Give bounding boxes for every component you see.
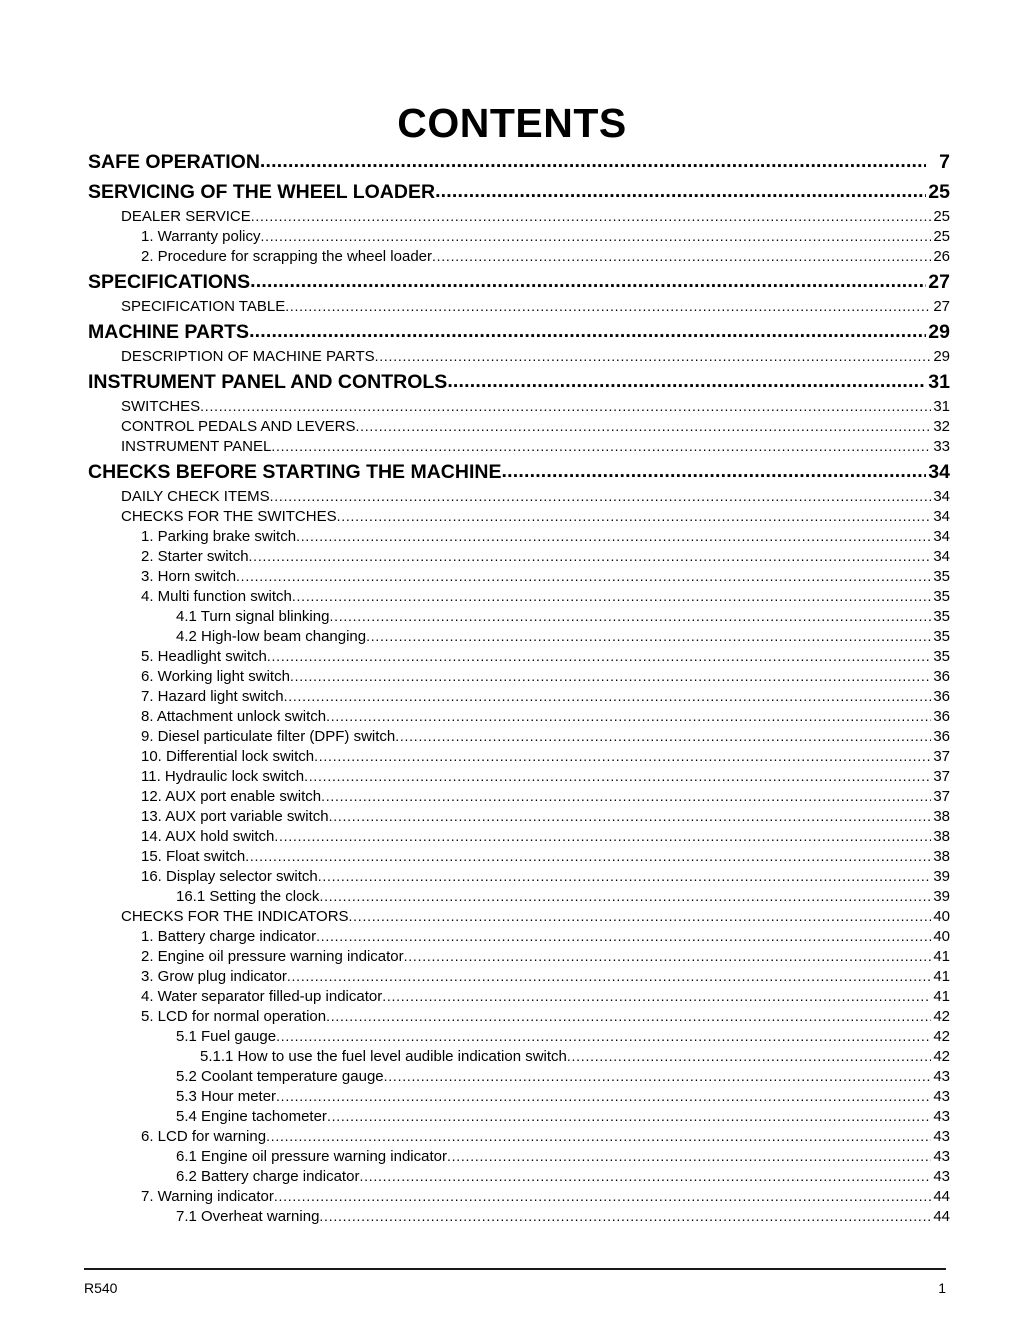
toc-dot-leader	[274, 829, 931, 844]
toc-entry-level-4[interactable]	[176, 1064, 950, 1084]
toc-entry-page-number: 42	[933, 1008, 950, 1024]
toc-entry-level-3[interactable]	[141, 224, 950, 244]
toc-entry-page-number: 27	[928, 271, 950, 293]
toc-entry-page-number: 34	[933, 548, 950, 564]
toc-entry-level-1[interactable]	[88, 364, 950, 394]
toc-dot-leader	[249, 549, 931, 564]
toc-dot-leader	[404, 949, 931, 964]
toc-entry-page-number: 38	[933, 848, 950, 864]
toc-dot-leader	[366, 629, 931, 644]
toc-entry-label: 16.1 Setting the clock	[176, 888, 320, 904]
toc-dot-leader	[296, 529, 931, 544]
toc-dot-leader	[319, 889, 931, 904]
toc-entry-page-number: 37	[933, 788, 950, 804]
toc-entry-label: 5.2 Coolant temperature gauge	[176, 1068, 384, 1084]
toc-entry-page-number: 43	[933, 1168, 950, 1184]
toc-entry-level-3[interactable]	[141, 564, 950, 584]
toc-entry-page-number: 44	[933, 1188, 950, 1204]
toc-entry-level-3[interactable]	[141, 684, 950, 704]
toc-dot-leader	[276, 1029, 931, 1044]
toc-dot-leader	[432, 249, 931, 264]
toc-entry-label: SWITCHES	[121, 398, 201, 414]
toc-entry-page-number: 34	[933, 488, 950, 504]
toc-entry-page-number: 40	[933, 908, 950, 924]
toc-dot-leader	[236, 569, 931, 584]
toc-entry-page-number: 29	[928, 321, 950, 343]
toc-dot-leader	[316, 929, 931, 944]
toc-entry-label: INSTRUMENT PANEL AND CONTROLS	[88, 371, 448, 393]
toc-entry-level-1[interactable]	[88, 144, 950, 174]
toc-entry-page-number: 25	[933, 228, 950, 244]
toc-entry-label: 3. Horn switch	[141, 568, 237, 584]
toc-entry-page-number: 36	[933, 668, 950, 684]
toc-entry-level-4[interactable]	[176, 1204, 950, 1224]
toc-entry-level-2[interactable]	[121, 504, 950, 524]
toc-entry-level-3[interactable]	[141, 844, 950, 864]
toc-entry-label: 5.4 Engine tachometer	[176, 1108, 327, 1124]
toc-dot-leader	[250, 272, 926, 292]
toc-entry-label: SPECIFICATION TABLE	[121, 298, 286, 314]
toc-entry-label: 1. Parking brake switch	[141, 528, 297, 544]
toc-entry-label: 4. Multi function switch	[141, 588, 292, 604]
toc-dot-leader	[327, 1109, 931, 1124]
toc-entry-label: 6. LCD for warning	[141, 1128, 267, 1144]
toc-entry-page-number: 35	[933, 608, 950, 624]
toc-dot-leader	[382, 989, 931, 1004]
toc-entry-level-3[interactable]	[141, 1004, 950, 1024]
toc-entry-page-number: 34	[933, 508, 950, 524]
toc-dot-leader	[274, 1189, 931, 1204]
toc-entry-level-2[interactable]	[121, 434, 950, 454]
toc-entry-page-number: 43	[933, 1088, 950, 1104]
toc-entry-label: 7. Warning indicator	[141, 1188, 274, 1204]
toc-entry-level-4[interactable]	[176, 604, 950, 624]
toc-entry-label: 4.2 High-low beam changing	[176, 628, 367, 644]
toc-entry-page-number: 41	[933, 968, 950, 984]
toc-dot-leader	[356, 419, 931, 434]
toc-entry-page-number: 34	[933, 528, 950, 544]
toc-entry-page-number: 42	[933, 1028, 950, 1044]
toc-entry-label: 3. Grow plug indicator	[141, 968, 287, 984]
toc-entry-level-4[interactable]	[176, 1024, 950, 1044]
toc-entry-level-4[interactable]	[176, 1084, 950, 1104]
toc-entry-level-4[interactable]	[176, 624, 950, 644]
toc-entry-level-3[interactable]	[141, 544, 950, 564]
toc-entry-label: 6.2 Battery charge indicator	[176, 1168, 360, 1184]
toc-dot-leader	[326, 1009, 931, 1024]
toc-entry-label: 7. Hazard light switch	[141, 688, 284, 704]
toc-entry-level-3[interactable]	[141, 864, 950, 884]
toc-entry-label: 11. Hydraulic lock switch	[141, 768, 305, 784]
toc-entry-level-5[interactable]	[200, 1044, 950, 1064]
toc-dot-leader	[249, 322, 926, 342]
toc-dot-leader	[260, 152, 926, 172]
toc-entry-page-number: 33	[933, 438, 950, 454]
toc-entry-label: MACHINE PARTS	[88, 321, 250, 343]
toc-entry-level-4[interactable]	[176, 1164, 950, 1184]
toc-entry-page-number: 35	[933, 628, 950, 644]
toc-entry-label: 10. Differential lock switch	[141, 748, 315, 764]
toc-entry-label: 9. Diesel particulate filter (DPF) switch	[141, 728, 396, 744]
toc-dot-leader	[304, 769, 931, 784]
toc-dot-leader	[245, 849, 931, 864]
toc-entry-label: 2. Starter switch	[141, 548, 249, 564]
toc-entry-label: SPECIFICATIONS	[88, 271, 251, 293]
toc-entry-label: 4. Water separator filled-up indicator	[141, 988, 383, 1004]
toc-dot-leader	[314, 749, 931, 764]
toc-entry-level-1[interactable]	[88, 454, 950, 484]
toc-entry-label: SAFE OPERATION	[88, 151, 260, 173]
toc-entry-page-number: 31	[933, 398, 950, 414]
toc-dot-leader	[292, 589, 931, 604]
toc-entry-label: 12. AUX port enable switch	[141, 788, 322, 804]
toc-entry-level-4[interactable]	[176, 1144, 950, 1164]
toc-dot-leader	[318, 869, 931, 884]
toc-entry-label: 8. Attachment unlock switch	[141, 708, 327, 724]
toc-entry-page-number: 34	[928, 461, 950, 483]
toc-dot-leader	[329, 809, 931, 824]
toc-entry-label: 2. Engine oil pressure warning indicator	[141, 948, 404, 964]
toc-entry-level-3[interactable]	[141, 1184, 950, 1204]
toc-dot-leader	[435, 182, 926, 202]
toc-dot-leader	[337, 509, 931, 524]
toc-entry-label: INSTRUMENT PANEL	[121, 438, 272, 454]
toc-entry-page-number: 37	[933, 768, 950, 784]
toc-dot-leader	[395, 729, 931, 744]
toc-entry-level-3[interactable]	[141, 824, 950, 844]
toc-entry-level-2[interactable]	[121, 414, 950, 434]
toc-dot-leader	[375, 349, 931, 364]
toc-entry-page-number: 35	[933, 588, 950, 604]
toc-entry-level-2[interactable]	[121, 394, 950, 414]
toc-entry-label: 5. Headlight switch	[141, 648, 267, 664]
toc-entry-level-3[interactable]	[141, 764, 950, 784]
toc-entry-level-3[interactable]	[141, 1124, 950, 1144]
toc-entry-page-number: 31	[928, 371, 950, 393]
toc-entry-level-3[interactable]	[141, 984, 950, 1004]
toc-entry-level-2[interactable]	[121, 904, 950, 924]
toc-entry-label: 5.3 Hour meter	[176, 1088, 277, 1104]
toc-entry-label: 5.1.1 How to use the fuel level audible indication switch	[200, 1048, 567, 1064]
toc-entry-page-number: 43	[933, 1068, 950, 1084]
toc-entry-level-3[interactable]	[141, 944, 950, 964]
toc-entry-level-3[interactable]	[141, 724, 950, 744]
toc-entry-page-number: 26	[933, 248, 950, 264]
toc-dot-leader	[251, 209, 931, 224]
toc-entry-page-number: 41	[933, 948, 950, 964]
toc-entry-level-4[interactable]	[176, 884, 950, 904]
toc-entry-label: CHECKS FOR THE INDICATORS	[121, 908, 349, 924]
toc-entry-level-3[interactable]	[141, 784, 950, 804]
toc-dot-leader	[285, 299, 931, 314]
toc-dot-leader	[271, 439, 931, 454]
toc-entry-level-3[interactable]	[141, 744, 950, 764]
toc-entry-level-3[interactable]	[141, 704, 950, 724]
toc-entry-page-number: 43	[933, 1128, 950, 1144]
toc-entry-level-3[interactable]	[141, 924, 950, 944]
toc-entry-page-number: 32	[933, 418, 950, 434]
toc-entry-level-2[interactable]	[121, 294, 950, 314]
toc-entry-page-number: 43	[933, 1148, 950, 1164]
toc-entry-page-number: 43	[933, 1108, 950, 1124]
toc-entry-page-number: 36	[933, 728, 950, 744]
table-of-contents	[88, 144, 950, 1224]
toc-entry-page-number: 42	[933, 1048, 950, 1064]
toc-dot-leader	[284, 689, 931, 704]
toc-dot-leader	[260, 229, 931, 244]
toc-entry-label: 4.1 Turn signal blinking	[176, 608, 330, 624]
toc-entry-label: 5. LCD for normal operation	[141, 1008, 327, 1024]
toc-entry-level-1[interactable]	[88, 314, 950, 344]
toc-dot-leader	[270, 489, 931, 504]
toc-entry-label: 16. Display selector switch	[141, 868, 318, 884]
toc-entry-label: DAILY CHECK ITEMS	[121, 488, 270, 504]
toc-dot-leader	[287, 969, 931, 984]
toc-dot-leader	[329, 609, 931, 624]
toc-entry-label: 15. Float switch	[141, 848, 246, 864]
toc-entry-label: 13. AUX port variable switch	[141, 808, 329, 824]
toc-dot-leader	[326, 709, 931, 724]
toc-entry-page-number: 41	[933, 988, 950, 1004]
toc-entry-label: CONTROL PEDALS AND LEVERS	[121, 418, 356, 434]
toc-entry-level-4[interactable]	[176, 1104, 950, 1124]
toc-entry-label: 7.1 Overheat warning	[176, 1208, 320, 1224]
toc-dot-leader	[384, 1069, 931, 1084]
toc-entry-level-3[interactable]	[141, 804, 950, 824]
toc-dot-leader	[447, 372, 926, 392]
toc-dot-leader	[501, 462, 926, 482]
toc-entry-level-3[interactable]	[141, 584, 950, 604]
toc-dot-leader	[200, 399, 931, 414]
toc-entry-level-3[interactable]	[141, 524, 950, 544]
toc-entry-label: 2. Procedure for scrapping the wheel loader	[141, 248, 433, 264]
toc-entry-page-number: 37	[933, 748, 950, 764]
toc-entry-label: DEALER SERVICE	[121, 208, 251, 224]
toc-entry-page-number: 36	[933, 688, 950, 704]
toc-dot-leader	[447, 1149, 931, 1164]
toc-dot-leader	[290, 669, 931, 684]
toc-entry-page-number: 27	[933, 298, 950, 314]
page-title: CONTENTS	[397, 100, 627, 147]
toc-entry-page-number: 36	[933, 708, 950, 724]
footer-divider	[84, 1268, 946, 1270]
toc-entry-level-3[interactable]	[141, 964, 950, 984]
toc-dot-leader	[359, 1169, 931, 1184]
toc-entry-level-1[interactable]	[88, 174, 950, 204]
toc-entry-level-2[interactable]	[121, 204, 950, 224]
toc-entry-page-number: 38	[933, 828, 950, 844]
toc-entry-level-2[interactable]	[121, 344, 950, 364]
toc-entry-page-number: 44	[933, 1208, 950, 1224]
toc-dot-leader	[567, 1049, 931, 1064]
toc-entry-page-number: 25	[928, 181, 950, 203]
toc-entry-level-3[interactable]	[141, 664, 950, 684]
toc-entry-level-3[interactable]	[141, 244, 950, 264]
toc-dot-leader	[266, 1129, 931, 1144]
toc-entry-label: 5.1 Fuel gauge	[176, 1028, 277, 1044]
toc-entry-label: 6.1 Engine oil pressure warning indicator	[176, 1148, 447, 1164]
toc-entry-label: CHECKS FOR THE SWITCHES	[121, 508, 337, 524]
toc-entry-level-3[interactable]	[141, 644, 950, 664]
toc-entry-level-2[interactable]	[121, 484, 950, 504]
toc-entry-page-number: 38	[933, 808, 950, 824]
toc-entry-page-number: 35	[933, 648, 950, 664]
toc-entry-page-number: 39	[933, 888, 950, 904]
toc-entry-label: 6. Working light switch	[141, 668, 290, 684]
toc-dot-leader	[276, 1089, 931, 1104]
toc-dot-leader	[321, 789, 931, 804]
toc-entry-page-number: 29	[933, 348, 950, 364]
toc-entry-label: SERVICING OF THE WHEEL LOADER	[88, 181, 436, 203]
page-footer	[84, 1281, 946, 1295]
toc-dot-leader	[349, 909, 931, 924]
toc-entry-label: 1. Warranty policy	[141, 228, 261, 244]
footer-page-number: 1	[938, 1280, 946, 1296]
toc-entry-label: DESCRIPTION OF MACHINE PARTS	[121, 348, 375, 364]
toc-entry-label: CHECKS BEFORE STARTING THE MACHINE	[88, 461, 502, 483]
toc-entry-page-number: 35	[933, 568, 950, 584]
toc-entry-page-number: 40	[933, 928, 950, 944]
toc-dot-leader	[267, 649, 931, 664]
toc-entry-level-1[interactable]	[88, 264, 950, 294]
toc-entry-label: 1. Battery charge indicator	[141, 928, 317, 944]
toc-entry-page-number: 39	[933, 868, 950, 884]
toc-dot-leader	[319, 1209, 931, 1224]
toc-entry-page-number: 7	[939, 151, 950, 173]
toc-entry-label: 14. AUX hold switch	[141, 828, 275, 844]
footer-model-label: R540	[84, 1280, 118, 1296]
toc-entry-page-number: 25	[933, 208, 950, 224]
